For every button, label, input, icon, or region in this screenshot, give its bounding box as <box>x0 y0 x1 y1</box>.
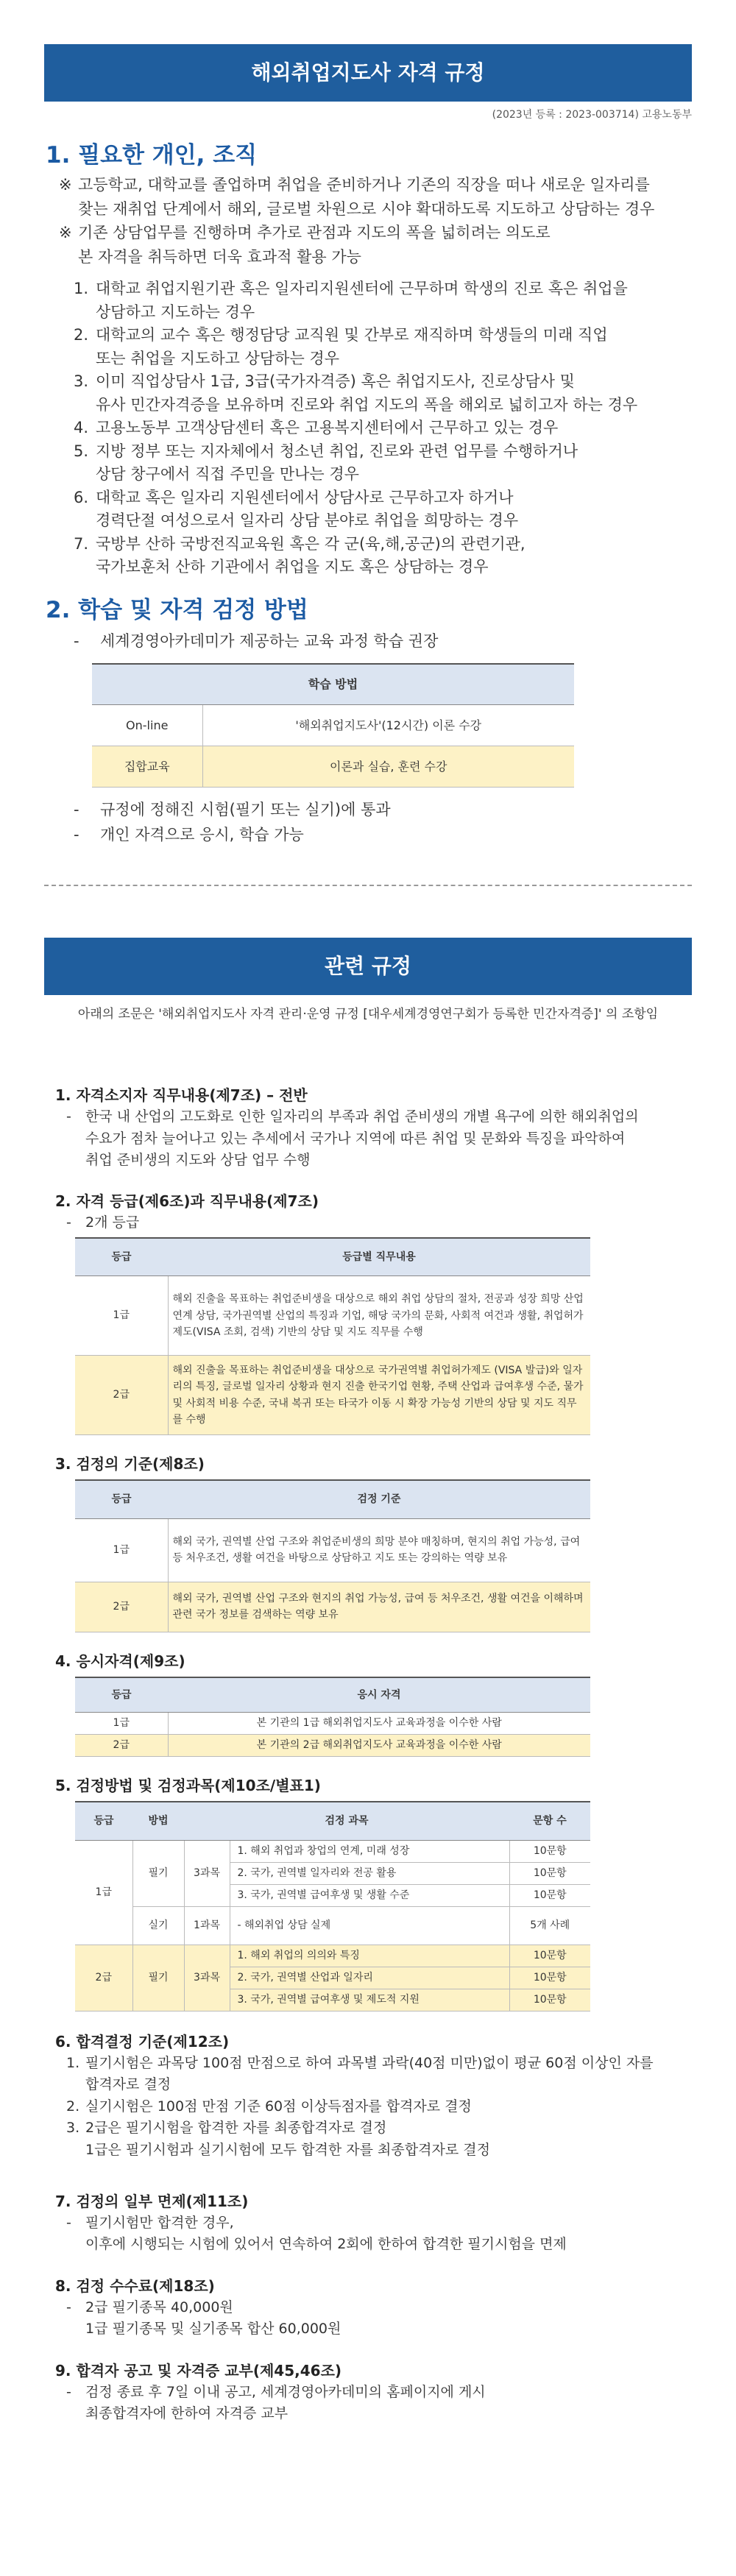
table-cell: - 해외취업 상담 실제 <box>230 1906 509 1945</box>
section2-dash-list <box>74 629 692 654</box>
rule-heading: 2. 자격 등급(제6조)과 직무내용(제7조) <box>55 1192 319 1211</box>
table-row <box>75 1582 590 1632</box>
rule-line <box>66 2117 736 2139</box>
table-cell: 3. 국가, 권역별 급여후생 및 제도적 지원 <box>230 1989 509 2011</box>
section1-numbered-list <box>74 277 692 579</box>
table-cell: 해외 진출을 목표하는 취업준비생을 대상으로 해외 취업 상담의 절차, 전공과 성장 희망 산업 연계 상담, 국가권역별 산업의 특징과 기업, 해당 국가의 문화, 사회적 여건과 생활, 취업허가제도(VISA 조회, 검색) 기반의 상담 및 지도 직무를 수행 <box>168 1276 590 1356</box>
table-cell: 10문항 <box>509 1945 590 1967</box>
table-cell: 3. 국가, 권역별 급여후생 및 생활 수준 <box>230 1884 509 1906</box>
list-line: 유사 민간자격증을 보유하며 진로와 취업 지도의 폭을 해외로 넓히고자 하는 경우 <box>96 395 638 414</box>
table-row <box>75 1735 590 1757</box>
table-header: 검정 기준 <box>168 1480 590 1518</box>
table-row <box>92 746 574 788</box>
page-title-banner <box>44 44 692 102</box>
rule-heading: 5. 검정방법 및 검정과목(제10조/별표1) <box>55 1777 321 1795</box>
exam-subject-table <box>75 1801 590 2011</box>
rule-4 <box>0 1650 736 1758</box>
rule-heading: 4. 응시자격(제9조) <box>55 1652 185 1670</box>
table-cell: 10문항 <box>509 1840 590 1862</box>
table-cell: 5개 사례 <box>509 1906 590 1945</box>
table-cell: 1급 <box>75 1840 132 1945</box>
section1-title: 1. 필요한 개인, 조직 <box>46 142 258 169</box>
table-cell: On-line <box>92 705 202 746</box>
list-line: 경력단절 여성으로서 일자리 상담 분야로 취업을 희망하는 경우 <box>96 512 519 530</box>
note-mark: ※ <box>59 224 72 242</box>
related-title: 관련 규정 <box>325 953 411 978</box>
table-row <box>75 1945 590 1967</box>
list-number: 6. <box>74 488 89 506</box>
table-cell: 1. 해외 취업과 창업의 연계, 미래 성장 <box>230 1840 509 1862</box>
note-item <box>59 173 692 221</box>
note-line: 고등학교, 대학교를 졸업하며 취업을 준비하거나 기존의 직장을 떠나 새로운 일자리를 <box>78 176 650 194</box>
dash-item: - 규정에 정해진 시험(필기 또는 실기)에 통과 <box>74 798 692 823</box>
rule-2 <box>0 1190 736 1435</box>
table-header: 등급 <box>75 1480 168 1518</box>
section2-title: 2. 학습 및 자격 검정 방법 <box>46 596 308 623</box>
table-cell: 10문항 <box>509 1884 590 1906</box>
table-row <box>75 1518 590 1582</box>
table-cell: 필기 <box>132 1840 184 1906</box>
rule-9 <box>0 2360 736 2425</box>
table-cell: 1급 <box>75 1276 168 1356</box>
table-row <box>75 1713 590 1735</box>
note-mark: ※ <box>59 176 72 194</box>
note-item <box>59 221 692 269</box>
dashed-divider <box>44 885 692 886</box>
list-line: 지방 정부 또는 지자체에서 청소년 취업, 진로와 관련 업무를 수행하거나 <box>96 442 578 460</box>
rule-line: 취업 준비생의 지도와 상담 업무 수행 <box>85 1151 311 1168</box>
table-header: 문항 수 <box>509 1802 590 1840</box>
table-cell: 3과목 <box>184 1840 230 1906</box>
table-cell: 집합교육 <box>92 746 202 788</box>
related-title-banner <box>44 938 692 995</box>
rule-line <box>66 2096 736 2117</box>
list-number: 3. <box>66 2120 80 2137</box>
rule-heading: 8. 검정 수수료(제18조) <box>55 2276 215 2295</box>
table-cell: 2급 <box>75 1356 168 1435</box>
table-cell: 실기 <box>132 1906 184 1945</box>
dash-text: 개인 자격으로 응시, 학습 가능 <box>100 825 304 843</box>
rule-line: 1급은 필기시험과 실기시험에 모두 합격한 자를 최종합격자로 결정 <box>85 2141 490 2158</box>
rule-line: - 필기시험만 합격한 경우, <box>66 2212 736 2234</box>
table-cell: 2급 <box>75 1582 168 1632</box>
rule-1 <box>0 1084 736 1171</box>
table-cell: 1과목 <box>184 1906 230 1945</box>
rule-text: 2급은 필기시험을 합격한 자를 최종합격자로 결정 <box>85 2120 387 2137</box>
rule-text: 실기시험은 100점 만점 기준 60점 이상득점자를 합격자로 결정 <box>85 2098 472 2115</box>
rule-heading: 7. 검정의 일부 면제(제11조) <box>55 2193 249 2210</box>
table-cell: 3과목 <box>184 1945 230 2011</box>
table-cell: 1. 해외 취업의 의의와 특징 <box>230 1945 509 1967</box>
eligibility-table <box>75 1677 590 1758</box>
grade-duty-table <box>75 1237 590 1436</box>
page-title: 해외취업지도사 자격 규정 <box>251 60 485 85</box>
dash-text: 규정에 정해진 시험(필기 또는 실기)에 통과 <box>100 801 391 819</box>
rule-line: - 2개 등급 <box>66 1212 736 1234</box>
table-cell: 필기 <box>132 1945 184 2011</box>
registration-note: (2023년 등록 : 2023-003714) 고용노동부 <box>492 109 692 121</box>
table-row <box>75 1356 590 1435</box>
rule-text: 2개 등급 <box>85 1214 140 1231</box>
table-cell: 10문항 <box>509 1989 590 2011</box>
rule-heading: 3. 검정의 기준(제8조) <box>55 1455 205 1473</box>
list-line: 고용노동부 고객상담센터 혹은 고용복지센터에서 근무하고 있는 경우 <box>96 419 559 437</box>
section2-dash-list-2 <box>74 798 692 847</box>
section1-notes <box>59 173 692 269</box>
table-row <box>75 1276 590 1356</box>
list-line: 상담 창구에서 직접 주민을 만나는 경우 <box>96 465 359 484</box>
related-intro: 아래의 조문은 '해외취업지도사 자격 관리·운영 규정 [대우세계경영연구회가 등록한 민간자격증]' 의 조항임 <box>77 1006 659 1022</box>
list-item <box>74 277 692 324</box>
rule-line: 최종합격자에 한하여 자격증 교부 <box>85 2405 289 2422</box>
rule-text: 검정 종료 후 7일 이내 공고, 세계경영아카데미의 홈페이지에 게시 <box>85 2383 486 2400</box>
rule-text: 필기시험은 과목당 100점 만점으로 하여 과목별 과락(40점 미만)없이 평균 60점 이상인 자를 <box>85 2054 654 2071</box>
list-line: 대학교 혹은 일자리 지원센터에서 상담사로 근무하고자 하거나 <box>96 488 514 506</box>
rule-7 <box>0 2190 736 2256</box>
list-line: 국가보훈처 산하 기관에서 취업을 지도 혹은 상담하는 경우 <box>96 558 489 576</box>
table-cell: '해외취업지도사'(12시간) 이론 수강 <box>202 705 574 746</box>
table-header: 응시 자격 <box>168 1677 590 1713</box>
list-item <box>74 440 692 486</box>
rule-text: 2급 필기종목 40,000원 <box>85 2299 233 2315</box>
list-number: 1. <box>66 2054 80 2071</box>
rule-line: 합격자로 결정 <box>85 2076 171 2093</box>
table-header: 등급 <box>75 1802 132 1840</box>
list-item <box>74 533 692 579</box>
rule-heading: 6. 합격결정 기준(제12조) <box>55 2032 230 2050</box>
table-cell: 해외 국가, 권역별 산업 구조와 현지의 취업 가능성, 급여 등 처우조건, 생활 여건을 이해하며 관련 국가 정보를 검색하는 역량 보유 <box>168 1582 590 1632</box>
table-header: 검정 과목 <box>184 1802 509 1840</box>
rule-text: 필기시험만 합격한 경우, <box>85 2215 234 2231</box>
dash-item: - 세계경영아카데미가 제공하는 교육 과정 학습 권장 <box>74 629 692 654</box>
list-item <box>74 324 692 370</box>
table-cell: 2. 국가, 권역별 일자리와 전공 활용 <box>230 1862 509 1884</box>
rule-text: 한국 내 산업의 고도화로 인한 일자리의 부족과 취업 준비생의 개별 욕구에 의한 해외취업의 <box>85 1108 639 1125</box>
list-number: 7. <box>74 534 89 553</box>
table-cell: 1급 <box>75 1713 168 1735</box>
list-line: 대학교의 교수 혹은 행정담당 교직원 및 간부로 재직하며 학생들의 미래 직업 <box>96 326 608 344</box>
list-item <box>74 417 692 440</box>
table-header: 학습 방법 <box>92 664 574 705</box>
table-header: 등급 <box>75 1238 168 1276</box>
study-method-table <box>92 663 574 788</box>
note-line: 기존 상담업무를 진행하며 추가로 관점과 지도의 폭을 넓히려는 의도로 <box>78 224 551 242</box>
list-number: 5. <box>74 442 89 460</box>
rule-line: 이후에 시행되는 시험에 있어서 연속하여 2회에 한하여 합격한 필기시험을 면제 <box>85 2236 567 2253</box>
list-item <box>74 486 692 533</box>
rule-line: - 검정 종료 후 7일 이내 공고, 세계경영아카데미의 홈페이지에 게시 <box>66 2382 736 2403</box>
rule-6 <box>0 2031 736 2161</box>
rule-line: 수요가 점차 늘어나고 있는 추세에서 국가나 지역에 따른 취업 및 문화와 특징을 파악하여 <box>85 1130 626 1147</box>
dash-item: - 개인 자격으로 응시, 학습 가능 <box>74 823 692 848</box>
list-number: 1. <box>74 280 89 298</box>
table-row <box>75 1906 590 1945</box>
list-line: 또는 취업을 지도하고 상담하는 경우 <box>96 349 339 367</box>
table-cell: 2. 국가, 권역별 산업과 일자리 <box>230 1967 509 1989</box>
table-cell: 본 기관의 1급 해외취업지도사 교육과정을 이수한 사람 <box>168 1713 590 1735</box>
table-cell: 10문항 <box>509 1862 590 1884</box>
list-number: 2. <box>66 2098 80 2115</box>
table-cell: 해외 국가, 권역별 산업 구조와 취업준비생의 희망 분야 매칭하며, 현지의 취업 가능성, 급여 등 처우조건, 생활 여건을 바탕으로 상담하고 지도 또는 강의하는 역량 보유 <box>168 1518 590 1582</box>
list-line: 상담하고 지도하는 경우 <box>96 302 255 321</box>
table-row <box>75 1840 590 1862</box>
rule-line: - 2급 필기종목 40,000원 <box>66 2297 736 2318</box>
list-number: 3. <box>74 372 89 391</box>
table-cell: 1급 <box>75 1518 168 1582</box>
table-cell: 2급 <box>75 1945 132 2011</box>
table-header: 등급 <box>75 1677 168 1713</box>
list-line: 대학교 취업지원기관 혹은 일자리지원센터에 근무하며 학생의 진로 혹은 취업을 <box>96 280 628 298</box>
list-line: 국방부 산하 국방전직교육원 혹은 각 군(육,해,공군)의 관련기관, <box>96 534 526 553</box>
rule-line <box>66 2053 736 2074</box>
list-number: 2. <box>74 326 89 344</box>
table-header: 등급별 직무내용 <box>168 1238 590 1276</box>
dash-text: 세계경영아카데미가 제공하는 교육 과정 학습 권장 <box>100 632 439 651</box>
list-line: 이미 직업상담사 1급, 3급(국가자격증) 혹은 취업지도사, 진로상담사 및 <box>96 372 575 391</box>
rule-line: 1급 필기종목 및 실기종목 합산 60,000원 <box>85 2321 342 2338</box>
rule-5 <box>0 1774 736 2011</box>
table-cell: 해외 진출을 목표하는 취업준비생을 대상으로 국가권역별 취업허가제도 (VISA 발급)와 일자리의 특징, 글로벌 일자리 상황과 현지 진출 한국기업 현황, 주택 산업과 급여후생 수준, 물가 및 사회적 비용 수준, 국내 복귀 또는 타국가 이동 시 확장 가능성 기반의 상담 및 지도 직무를 수행 <box>168 1356 590 1435</box>
list-number: 4. <box>74 419 89 437</box>
table-header: 방법 <box>132 1802 184 1840</box>
rule-line: - 한국 내 산업의 고도화로 인한 일자리의 부족과 취업 준비생의 개별 욕구에 의한 해외취업의 <box>66 1106 736 1128</box>
rule-3 <box>0 1453 736 1632</box>
table-row <box>92 705 574 746</box>
table-cell: 2급 <box>75 1735 168 1757</box>
table-cell: 본 기관의 2급 해외취업지도사 교육과정을 이수한 사람 <box>168 1735 590 1757</box>
note-line: 본 자격을 취득하면 더욱 효과적 활용 가능 <box>78 247 361 266</box>
exam-criteria-table <box>75 1479 590 1632</box>
rule-heading: 9. 합격자 공고 및 자격증 교부(제45,46조) <box>55 2361 342 2379</box>
table-cell: 10문항 <box>509 1967 590 1989</box>
table-cell: 이론과 실습, 훈련 수강 <box>202 746 574 788</box>
note-line: 찾는 재취업 단계에서 해외, 글로벌 차원으로 시야 확대하도록 지도하고 상담하는 경우 <box>78 199 655 218</box>
rule-8 <box>0 2275 736 2340</box>
list-item <box>74 370 692 417</box>
rule-heading: 1. 자격소지자 직무내용(제7조) – 전반 <box>55 1086 308 1105</box>
